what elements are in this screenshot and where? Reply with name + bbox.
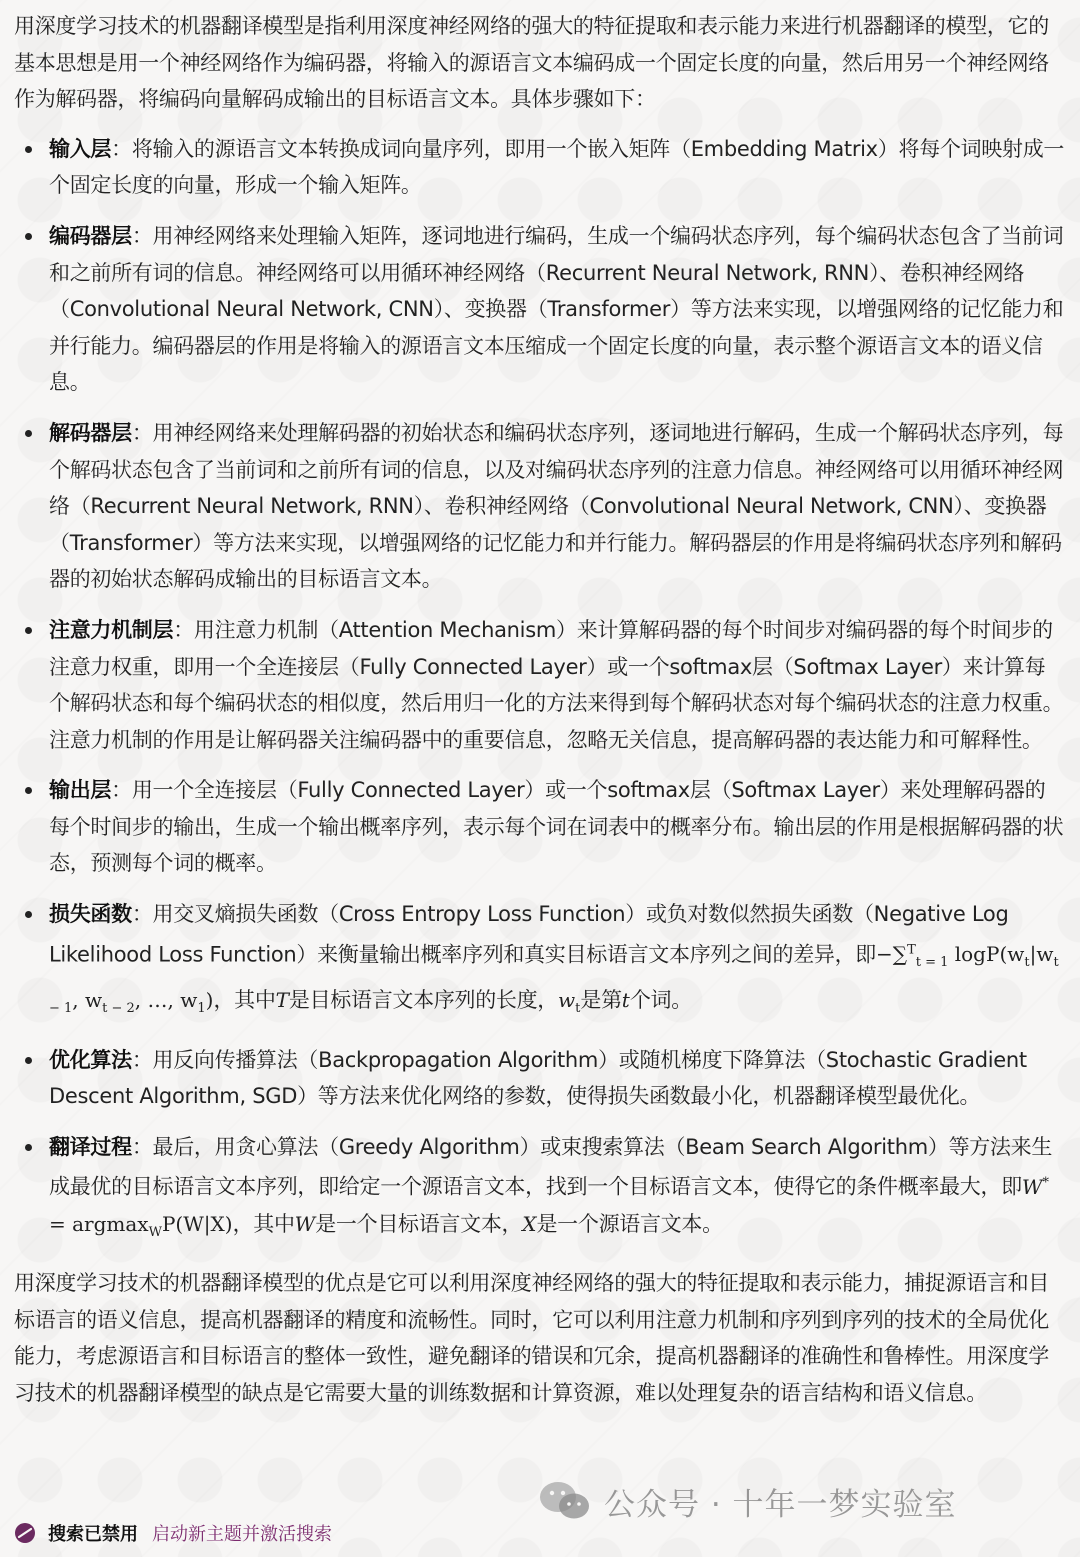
list-item-loss-function: 损失函数：用交叉熵损失函数（Cross Entropy Loss Function）或负对数似然损失函数（Negative Log Likelihood Loss Function）来衡量输出概率序列和真实目标语言文本序列之间的差异，即−∑$^T_{t = 1}$ $\log P(w_t|w_{t - 1}$, $w_{t - 2}$, …, $w_1$)，其中T是目标语言文本序列的长度，$w_t$是第t个词。 — [14, 896, 1066, 1027]
step-term: 优化算法 — [49, 1047, 132, 1072]
list-item: 编码器层：用神经网络来处理输入矩阵，逐词地进行编码，生成一个编码状态序列，每个编码状态包含了当前词和之前所有词的信息。神经网络可以用循环神经网络（Recurrent Neural Network, RNN）、卷积神经网络（Convolutional Neural Network, CNN）、变换器（Transformer）等方法来实现，以增强网络的记忆能力和并行能力。编码器层的作用是将输入的源语言文本压缩成一个固定长度的向量，表示整个源语言文本的语义信息。 — [14, 218, 1066, 401]
loss-formula: −∑$^T_{t = 1}$ $\log P(w_t|w_{t - 1}$, $w_{t - 2}$, …, $w_1$) — [49, 942, 1059, 1016]
step-term: 输出层 — [49, 778, 112, 803]
step-text: 用神经网络来处理输入矩阵，逐词地进行编码，生成一个编码状态序列，每个编码状态包含了当前词和之前所有词的信息。神经网络可以用循环神经网络（Recurrent Neural Network, RNN）、卷积神经网络（Convolutional Neural Network, CNN）、变换器（Transformer）等方法来实现，以增强网络的记忆能力和并行能力。编码器层的作用是将输入的源语言文本压缩成一个固定长度的向量，表示整个源语言文本的语义信息。 — [49, 223, 1064, 395]
wechat-icon — [538, 1479, 592, 1523]
search-disabled-icon — [14, 1522, 36, 1544]
step-term: 解码器层 — [49, 420, 132, 445]
list-item: 输出层：用一个全连接层（Fully Connected Layer）或一个softmax层（Softmax Layer）来处理解码器的每个时间步的输出，生成一个输出概率序列，表示每个词在词表中的概率分布。输出层的作用是根据解码器的状态，预测每个词的概率。 — [14, 772, 1066, 882]
step-text: 用神经网络来处理解码器的初始状态和编码状态序列，逐词地进行解码，生成一个解码状态序列，每个解码状态包含了当前词和之前所有词的信息，以及对编码状态序列的注意力信息。神经网络可以用循环神经网络（Recurrent Neural Network, RNN）、卷积神经网络（Convolutional Neural Network, CNN）、变换器（Transformer）等方法来实现，以增强网络的记忆能力和并行能力。解码器层的作用是将编码状态序列和解码器的初始状态解码成输出的目标语言文本。 — [49, 420, 1064, 592]
conclusion-paragraph: 用深度学习技术的机器翻译模型的优点是它可以利用深度神经网络的强大的特征提取和表示能力，捕捉源语言和目标语言的语义信息，提高机器翻译的精度和流畅性。同时，它可以利用注意力机制和序列到序列的技术的全局优化能力，考虑源语言和目标语言的整体一致性，避免翻译的错误和冗余，提高机器翻译的准确性和鲁棒性。用深度学习技术的机器翻译模型的缺点是它需要大量的训练数据和计算资源，难以处理复杂的语言结构和语义信息。 — [14, 1271, 1049, 1405]
step-text: 将输入的源语言文本转换成词向量序列，即用一个嵌入矩阵（Embedding Matrix）将每个词映射成一个固定长度的向量，形成一个输入矩阵。 — [49, 136, 1065, 198]
step-text: 用一个全连接层（Fully Connected Layer）或一个softmax层（Softmax Layer）来处理解码器的每个时间步的输出，生成一个输出概率序列，表示每个词在词表中的概率分布。输出层的作用是根据解码器的状态，预测每个词的概率。 — [49, 778, 1064, 876]
list-item: 注意力机制层：用注意力机制（Attention Mechanism）来计算解码器的每个时间步对编码器的每个时间步的注意力权重，即用一个全连接层（Fully Connected Layer）或一个softmax层（Softmax Layer）来计算每个解码状态和每个编码状态的相似度，然后用归一化的方法来得到每个解码状态对每个编码状态的注意力权重。注意力机制的作用是让解码器关注编码器中的重要信息，忽略无关信息，提高解码器的表达能力和可解释性。 — [14, 612, 1066, 758]
step-term: 编码器层 — [49, 223, 132, 248]
start-new-topic-link[interactable]: 启动新主题并激活搜索 — [152, 1524, 332, 1545]
steps-list — [14, 131, 1066, 1251]
watermark-text: 公众号 · 十年一梦实验室 — [604, 1486, 957, 1523]
intro-paragraph: 用深度学习技术的机器翻译模型是指利用深度神经网络的强大的特征提取和表示能力来进行机器翻译的模型，它的基本思想是用一个神经网络作为编码器，将输入的源语言文本编码成一个固定长度的向量，然后用另一个神经网络作为解码器，将编码向量解码成输出的目标语言文本。具体步骤如下： — [14, 14, 1049, 112]
step-text: 最后，用贪心算法（Greedy Algorithm）或束搜索算法（Beam Search Algorithm）等方法来生成最优的目标语言文本序列，即给定一个源语言文本，找到一个目标语言文本，使得它的条件概率最大，即 — [49, 1134, 1053, 1199]
watermark — [538, 1478, 957, 1524]
step-text: 用反向传播算法（Backpropagation Algorithm）或随机梯度下降算法（Stochastic Gradient Descent Algorithm, SGD）等方法来优化网络的参数，使得损失函数最小化，机器翻译模型最优化。 — [49, 1047, 1027, 1109]
argmax-formula: W* = argmax$_W$P(W|X) — [49, 1174, 1049, 1240]
step-term: 注意力机制层 — [49, 617, 174, 642]
step-text: 用交叉熵损失函数（Cross Entropy Loss Function）或负对数似然损失函数（Negative Log Likelihood Loss Function）来衡量输出概率序列和真实目标语言文本序列之间的差异，即 — [49, 902, 1009, 967]
search-disabled-label: 搜索已禁用 — [48, 1524, 138, 1545]
list-item: 优化算法：用反向传播算法（Backpropagation Algorithm）或随机梯度下降算法（Stochastic Gradient Descent Algorithm, SGD）等方法来优化网络的参数，使得损失函数最小化，机器翻译模型最优化。 — [14, 1042, 1066, 1115]
search-status-bar — [14, 1517, 332, 1549]
step-term: 输入层 — [49, 136, 112, 161]
step-term: 翻译过程 — [49, 1134, 132, 1159]
list-item-translation: 翻译过程：最后，用贪心算法（Greedy Algorithm）或束搜索算法（Beam Search Algorithm）等方法来生成最优的目标语言文本序列，即给定一个源语言文本，找到一个目标语言文本，使得它的条件概率最大，即W* = argmax$_W$P(W|X)，其中W是一个目标语言文本，X是一个源语言文本。 — [14, 1129, 1066, 1251]
answer-content — [14, 8, 1066, 1412]
list-item: 解码器层：用神经网络来处理解码器的初始状态和编码状态序列，逐词地进行解码，生成一个解码状态序列，每个解码状态包含了当前词和之前所有词的信息，以及对编码状态序列的注意力信息。神经网络可以用循环神经网络（Recurrent Neural Network, RNN）、卷积神经网络（Convolutional Neural Network, CNN）、变换器（Transformer）等方法来实现，以增强网络的记忆能力和并行能力。解码器层的作用是将编码状态序列和解码器的初始状态解码成输出的目标语言文本。 — [14, 415, 1066, 598]
step-term: 损失函数 — [49, 902, 132, 927]
list-item: 输入层：将输入的源语言文本转换成词向量序列，即用一个嵌入矩阵（Embedding Matrix）将每个词映射成一个固定长度的向量，形成一个输入矩阵。 — [14, 131, 1066, 204]
step-text: 用注意力机制（Attention Mechanism）来计算解码器的每个时间步对编码器的每个时间步的注意力权重，即用一个全连接层（Fully Connected Layer）或一个softmax层（Softmax Layer）来计算每个解码状态和每个编码状态的相似度，然后用归一化的方法来得到每个解码状态对每个编码状态的注意力权重。注意力机制的作用是让解码器关注编码器中的重要信息，忽略无关信息，提高解码器的表达能力和可解释性。 — [49, 617, 1064, 752]
